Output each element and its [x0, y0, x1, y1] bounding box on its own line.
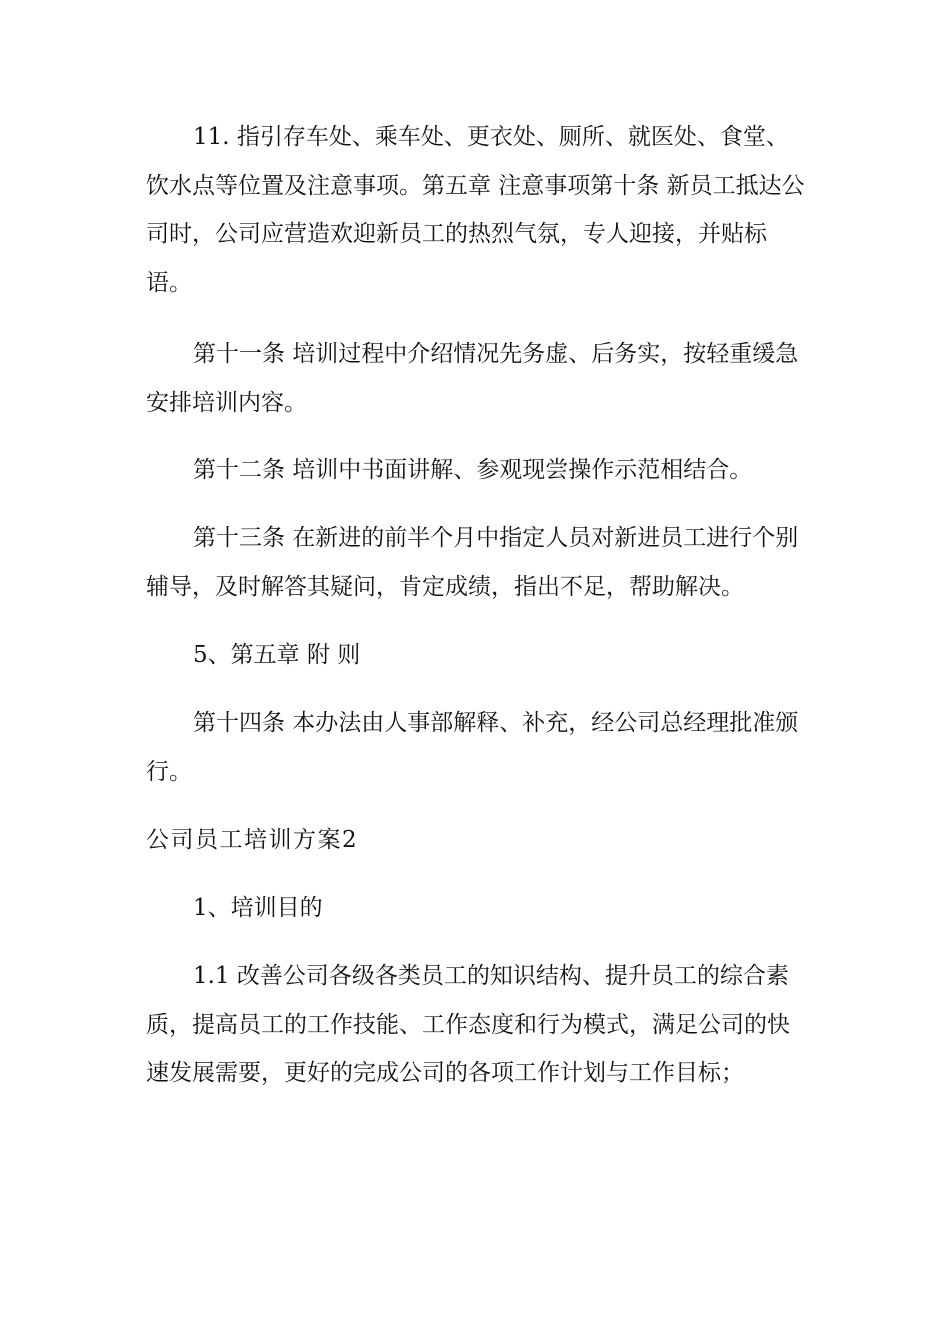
- paragraph-article-14: 第十四条 本办法由人事部解释、补充，经公司总经理批准颁行。: [146, 710, 799, 785]
- paragraph-article-13: 第十三条 在新进的前半个月中指定人员对新进员工进行个别辅导，及时解答其疑问，肯定成绩，指出不足，帮助解决。: [146, 525, 799, 600]
- paragraph-training-purpose: 1、培训目的: [193, 895, 323, 921]
- paragraph-item-11: 11. 指引存车处、乘车处、更衣处、厕所、就医处、食堂、饮水点等位置及注意事项。第五章 注意事项第十条 新员工抵达公司时，公司应营造欢迎新员工的热烈气氛，专人迎接，并贴标语。: [146, 124, 805, 296]
- paragraph-article-12: 第十二条 培训中书面讲解、参观现尝操作示范相结合。: [193, 457, 753, 483]
- section-heading: 公司员工培训方案2: [146, 827, 359, 853]
- paragraph-article-11: 第十一条 培训过程中介绍情况先务虚、后务实，按轻重缓急安排培训内容。: [146, 341, 799, 416]
- paragraph-chapter-5-appendix: 5、第五章 附 则: [193, 642, 361, 668]
- paragraph-purpose-1-1: 1.1 改善公司各级各类员工的知识结构、提升员工的综合素质，提高员工的工作技能、工作态度和行为模式，满足公司的快速发展需要，更好的完成公司的各项工作计划与工作目标；: [146, 963, 790, 1086]
